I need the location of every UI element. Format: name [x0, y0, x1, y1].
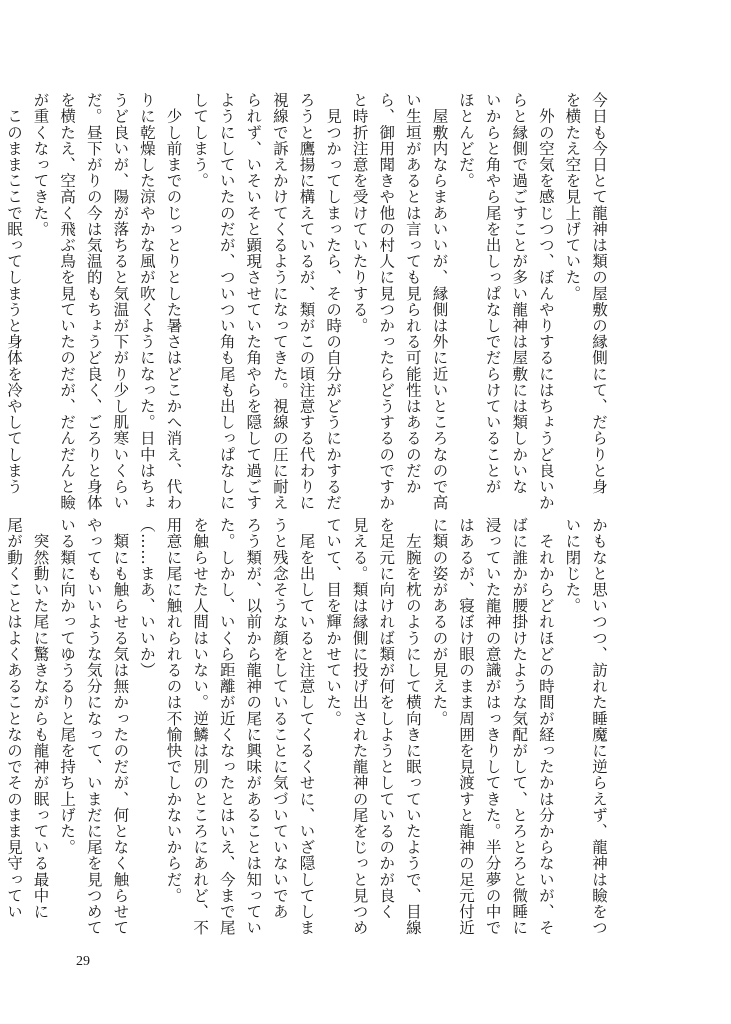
page-number: 29 [76, 954, 90, 969]
text-line: ほとんどだ。 [457, 92, 476, 189]
text-line: 見える。類は縁側に投げ出された龍神の尾をじっと見つめ [350, 517, 369, 936]
text-line: いに閉じた。 [563, 517, 582, 614]
text-line: 見つかってしまったら、その時の自分がどうにかするだ [324, 92, 343, 511]
text-line: はあるが、寝ぼけ眼のまま周囲を見渡すと龍神の足元付近 [457, 517, 476, 936]
text-line: ばに誰かが腰掛けたような気配がして、とろとろと微睡に [510, 517, 529, 936]
text-line: らと縁側で過ごすことが多い龍神は屋敷には類しかいな [510, 92, 529, 495]
text-line: 視線で訴えかけてくるようになってきた。視線の圧に耐え [270, 92, 289, 511]
text-line: ろう類が、以前から龍神の尾に興味があることは知ってい [244, 517, 263, 936]
text-line: ようにしていたのだが、ついつい角も尾も出しっぱなしに [217, 92, 236, 511]
text-line: に類の姿があるのが見えた。 [430, 517, 449, 727]
text-line: 尾を出していると注意してくるくせに、いざ隠してしま [297, 517, 316, 936]
bottom-text-column [4, 517, 612, 936]
text-line: いからと角やら尾を出しっぱなしでだらけていることが [483, 92, 502, 495]
text-line: いる類に向かってゆうるりと尾を持ち上げた。 [58, 517, 77, 856]
text-line: 屋敷内ならまあいいが、縁側は外に近いところなので高 [430, 92, 449, 511]
text-line: 少し前までのじっとりとした暑さはどこかへ消え、代わ [164, 92, 183, 511]
text-line: 用意に尾に触れられるのは不愉快でしかないからだ。 [164, 517, 183, 904]
text-line: このままここで眠ってしまうと身体を冷やしてしまう [4, 92, 23, 495]
text-line: りに乾燥した涼やかな風が吹くようになった。日中はちょ [137, 92, 156, 511]
text-line: （……まあ、いいか） [137, 517, 156, 678]
text-line: た。しかし、いくら距離が近くなったとはいえ、今まで尾 [217, 517, 236, 936]
text-line: 類にも触らせる気は無かったのだが、何となく触らせて [111, 517, 130, 936]
text-line: 尾が動くことはよくあることなのでそのまま見守ってい [4, 517, 23, 920]
text-line: を触らせた人間はいない。逆鱗は別のところにあれど、不 [191, 517, 210, 936]
text-line: 外の空気を感じつつ、ぼんやりするにはちょうど良いか [536, 92, 555, 511]
text-line: が重くなってきた。 [31, 92, 50, 237]
text-line: ろうと鷹揚に構えているが、類がこの頃注意する代わりに [297, 92, 316, 511]
text-line: 左腕を枕のようにして横向きに眠っていたようで、目線 [403, 517, 422, 936]
text-line: を横たえ空を見上げていた。 [563, 92, 582, 302]
text-line: を横たえ、空高く飛ぶ鳥を見ていたのだが、だんだんと瞼 [58, 92, 77, 511]
text-line: 浸っていた龍神の意識がはっきりしてきた。半分夢の中で [483, 517, 502, 936]
text-line: うど良いが、陽が落ちると気温が下がり少し肌寒いくらい [111, 92, 130, 511]
text-line: 今日も今日とて龍神は類の屋敷の縁側にて、だらりと身 [590, 92, 608, 495]
top-text-column [4, 92, 612, 511]
text-line: だ。昼下がりの今は気温的もちょうど良く、ごろりと身体 [84, 92, 103, 511]
text-line: を足元に向ければ類が何をしようとしているのかが良く [377, 517, 396, 920]
text-line: 突然動いた尾に驚きながらも龍神が眠っている最中に [31, 517, 50, 920]
text-line: い生垣があるとは言っても見られる可能性はあるのだか [403, 92, 422, 495]
text-line: ら、御用聞きや他の村人に見つかったらどうするのですか [377, 92, 396, 511]
text-line: かもなと思いつつ、訪れた睡魔に逆らえず、龍神は瞼をつ [590, 517, 608, 936]
text-line: うと残念そうな顔をしていることに気づいていないであ [270, 517, 289, 920]
text-line: やってもいいような気分になって、いまだに尾を見つめて [84, 517, 103, 936]
text-line: それからどれほどの時間が経ったかは分からないが、そ [536, 517, 555, 936]
text-line: ていて、目を輝かせていた。 [324, 517, 343, 727]
text-line: と時折注意を受けていたりする。 [350, 92, 369, 334]
text-line: してしまう。 [191, 92, 210, 189]
text-line: られず、いそいそと顕現させていた角やらを隠して過ごす [244, 92, 263, 511]
